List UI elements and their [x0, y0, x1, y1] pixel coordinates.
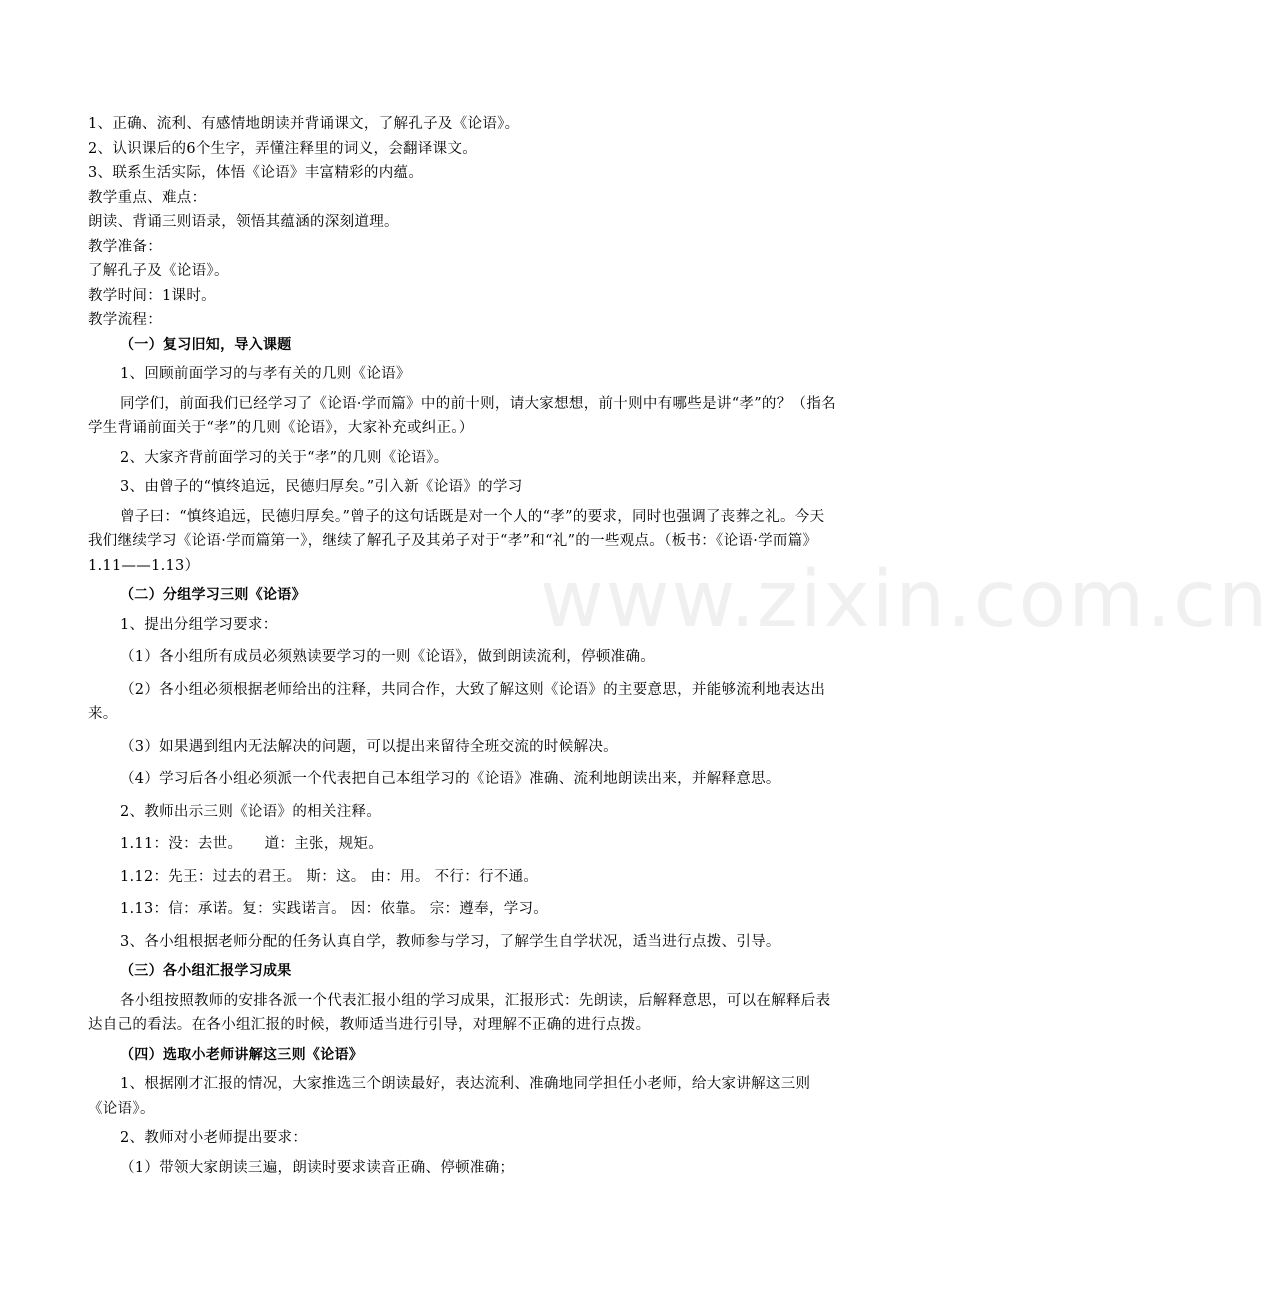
key-points-label: 教学重点、难点： — [88, 189, 207, 206]
note-1-13: 1.13：信：承诺。复：实践诺言。 因：依靠。 宗：遵奉，学习。 — [120, 901, 549, 917]
prep-label: 教学准备： — [88, 238, 162, 255]
section-4-requirement-1: （1）带领大家朗读三遍，朗读时要求读音正确、停顿准确； — [120, 1159, 515, 1176]
objective-3: 3、联系生活实际，体悟《论语》丰富精彩的内蕴。 — [88, 165, 424, 181]
section-4-item-1: 1、根据刚才汇报的情况，大家推选三个朗读最好，表达流利、准确地同学担任小老师，给大家讲解这三则《论语》。 — [88, 1076, 811, 1117]
section-3-heading: （三）各小组汇报学习成果 — [120, 963, 292, 979]
requirement-4: （4）学习后各小组必须派一个代表把自己本组学习的《论语》准确、流利地朗读出来，并解释意思。 — [120, 771, 781, 787]
section-1-item-3: 3、由曾子的“慎终追远，民德归厚矣。”引入新《论语》的学习 — [120, 479, 523, 495]
section-1-paragraph-2: 曾子曰：“慎终追远，民德归厚矣。”曾子的这句话既是对一个人的“孝”的要求，同时也强调了丧葬之礼。今天我们继续学习《论语·学而篇第一》，继续了解孔子及其弟子对于“孝”和“礼”的一些观点。（板书：《论语·学而篇》1.11——1.13） — [88, 508, 825, 574]
section-3-paragraph: 各小组按照教师的安排各派一个代表汇报小组的学习成果，汇报形式：先朗读，后解释意思，可以在解释后表达自己的看法。在各小组汇报的时候，教师适当进行引导，对理解不正确的进行点拨。 — [88, 992, 831, 1033]
section-1-heading: （一）复习旧知，导入课题 — [120, 336, 292, 353]
watermark: www.zixin.com.cn — [540, 555, 1269, 645]
objective-1: 1、正确、流利、有感情地朗读并背诵课文，了解孔子及《论语》。 — [88, 116, 520, 132]
note-1-11: 1.11：没：去世。 道：主张，规矩。 — [120, 836, 384, 852]
section-2-heading: （二）分组学习三则《论语》 — [120, 587, 306, 603]
section-1-paragraph: 同学们，前面我们已经学习了《论语·学而篇》中的前十则，请大家想想，前十则中有哪些是讲“孝”的？（指名学生背诵前面关于“孝”的几则《论语》，大家补充或纠正。） — [88, 395, 836, 436]
section-2-item-2: 2、教师出示三则《论语》的相关注释。 — [120, 803, 382, 820]
section-2-item-3: 3、各小组根据老师分配的任务认真自学，教师参与学习，了解学生自学状况，适当进行点拨、引导。 — [120, 933, 781, 950]
objective-2: 2、认识课后的6个生字，弄懂注释里的词义，会翻译课文。 — [88, 140, 478, 157]
note-1-12: 1.12：先王：过去的君王。 斯：这。 由：用。 不行：行不通。 — [120, 868, 539, 885]
document-body — [0, 112, 920, 1180]
section-2-item-1: 1、提出分组学习要求： — [120, 616, 278, 633]
prep-text: 了解孔子及《论语》。 — [88, 263, 229, 279]
requirement-3: （3）如果遇到组内无法解决的问题，可以提出来留待全班交流的时候解决。 — [120, 738, 618, 755]
section-4-item-2: 2、教师对小老师提出要求： — [120, 1130, 308, 1146]
requirement-2: （2）各小组必须根据老师给出的注释，共同合作，大致了解这则《论语》的主要意思，并能够流利地表达出来。 — [88, 681, 826, 722]
section-4-heading: （四）选取小老师讲解这三则《论语》 — [120, 1046, 364, 1063]
requirement-1: （1）各小组所有成员必须熟读要学习的一则《论语》，做到朗读流利，停顿准确。 — [120, 649, 656, 665]
section-1-item-2: 2、大家齐背前面学习的关于“孝”的几则《论语》。 — [120, 449, 449, 466]
section-1-item-1: 1、回顾前面学习的与孝有关的几则《论语》 — [120, 366, 411, 382]
flow-label: 教学流程： — [88, 312, 162, 328]
key-points-text: 朗读、背诵三则语录，领悟其蕴涵的深刻道理。 — [88, 214, 399, 230]
time-text: 教学时间：1课时。 — [88, 287, 216, 304]
